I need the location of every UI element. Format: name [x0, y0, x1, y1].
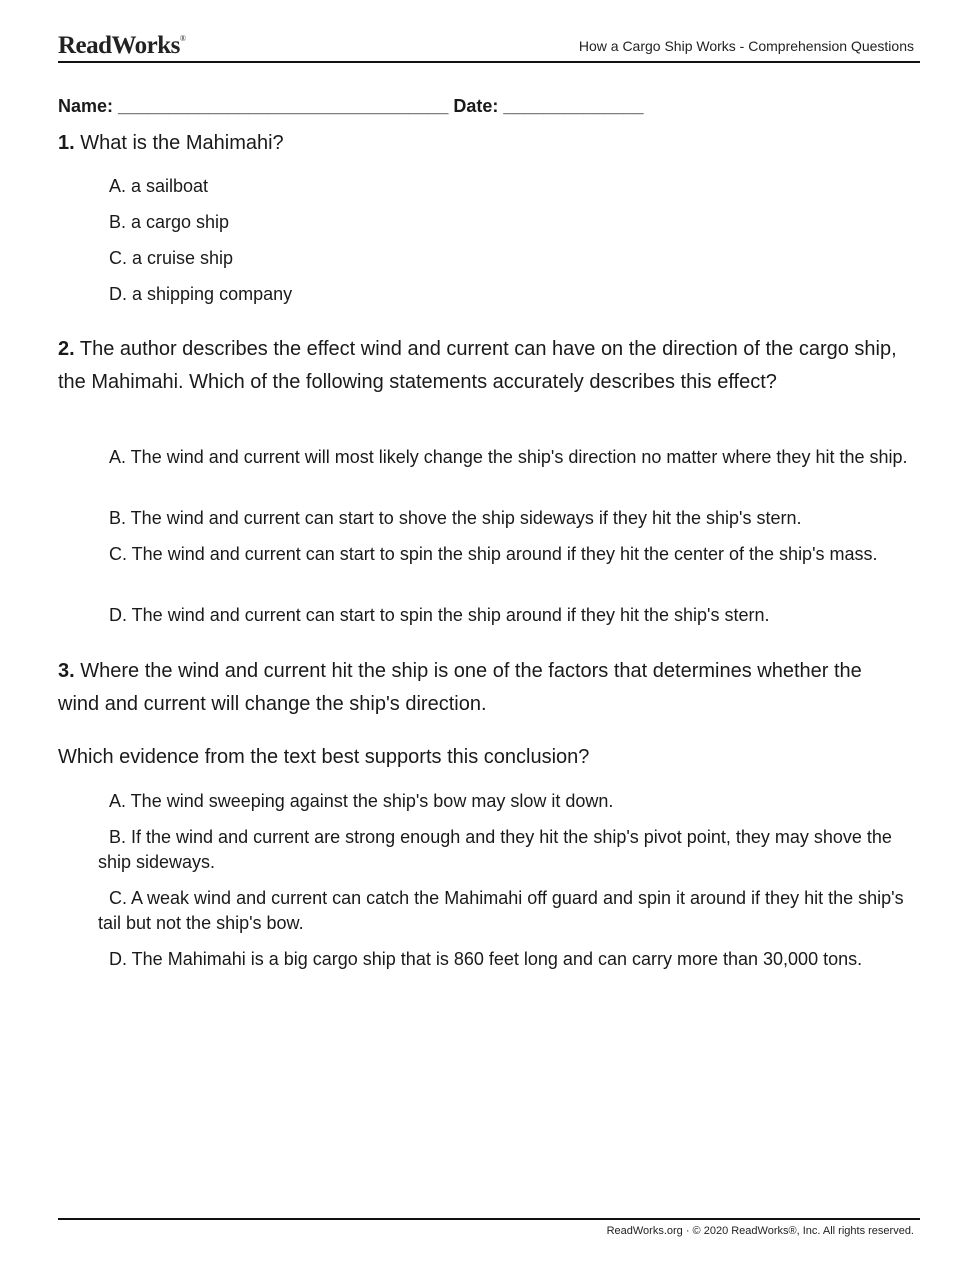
question-3-prompt: Which evidence from the text best supports this conclusion?: [58, 746, 590, 768]
document-title: How a Cargo Ship Works - Comprehension Questions: [578, 38, 914, 54]
answer-option: D. a shipping company: [109, 284, 293, 304]
question-number: 3.: [58, 660, 75, 682]
footer-divider: [58, 1218, 920, 1220]
answer-option: B. a cargo ship: [109, 212, 230, 232]
footer-copyright: ReadWorks.org · © 2020 ReadWorks®, Inc. All rights reserved.: [606, 1225, 914, 1237]
answer-option: B. If the wind and current are strong enough and they hit the ship's pivot point, they may shove the ship sideways.: [98, 827, 892, 872]
answer-option: A. a sailboat: [109, 176, 209, 196]
question-3: [58, 655, 908, 720]
question-2: [58, 333, 908, 398]
answer-option: D. The wind and current can start to spin the ship around if they hit the ship's stern.: [109, 605, 770, 625]
question-1: [58, 127, 908, 160]
answer-option: C. a cruise ship: [109, 248, 234, 268]
answer-option: D. The Mahimahi is a big cargo ship that is 860 feet long and can carry more than 30,000 tons.: [109, 949, 863, 969]
answer-option: A. The wind sweeping against the ship's bow may slow it down.: [109, 791, 614, 811]
question-text: Where the wind and current hit the ship is one of the factors that determines whether the wind and current will change the ship's direction.: [58, 660, 862, 715]
page-header: [58, 30, 920, 63]
answer-option: A. The wind and current will most likely change the ship's direction no matter where they hit the ship.: [109, 447, 908, 467]
question-number: 1.: [58, 132, 75, 154]
answer-option: C. A weak wind and current can catch the Mahimahi off guard and spin it around if they hit the ship's tail but not the ship's bow.: [98, 888, 904, 933]
answer-option: B. The wind and current can start to shove the ship sideways if they hit the ship's stern.: [109, 508, 802, 528]
readworks-logo: ReadWorks®: [58, 32, 186, 59]
answer-option: C. The wind and current can start to spin the ship around if they hit the center of the ship's mass.: [109, 544, 878, 564]
question-text: What is the Mahimahi?: [74, 132, 284, 154]
question-text: The author describes the effect wind and current can have on the direction of the cargo ship, the Mahimahi. Which of the following statements accurately describes this effect?: [58, 338, 897, 393]
question-number: 2.: [58, 338, 75, 360]
name-date-line: Name: _________________________________ Date: ______________: [58, 96, 644, 116]
